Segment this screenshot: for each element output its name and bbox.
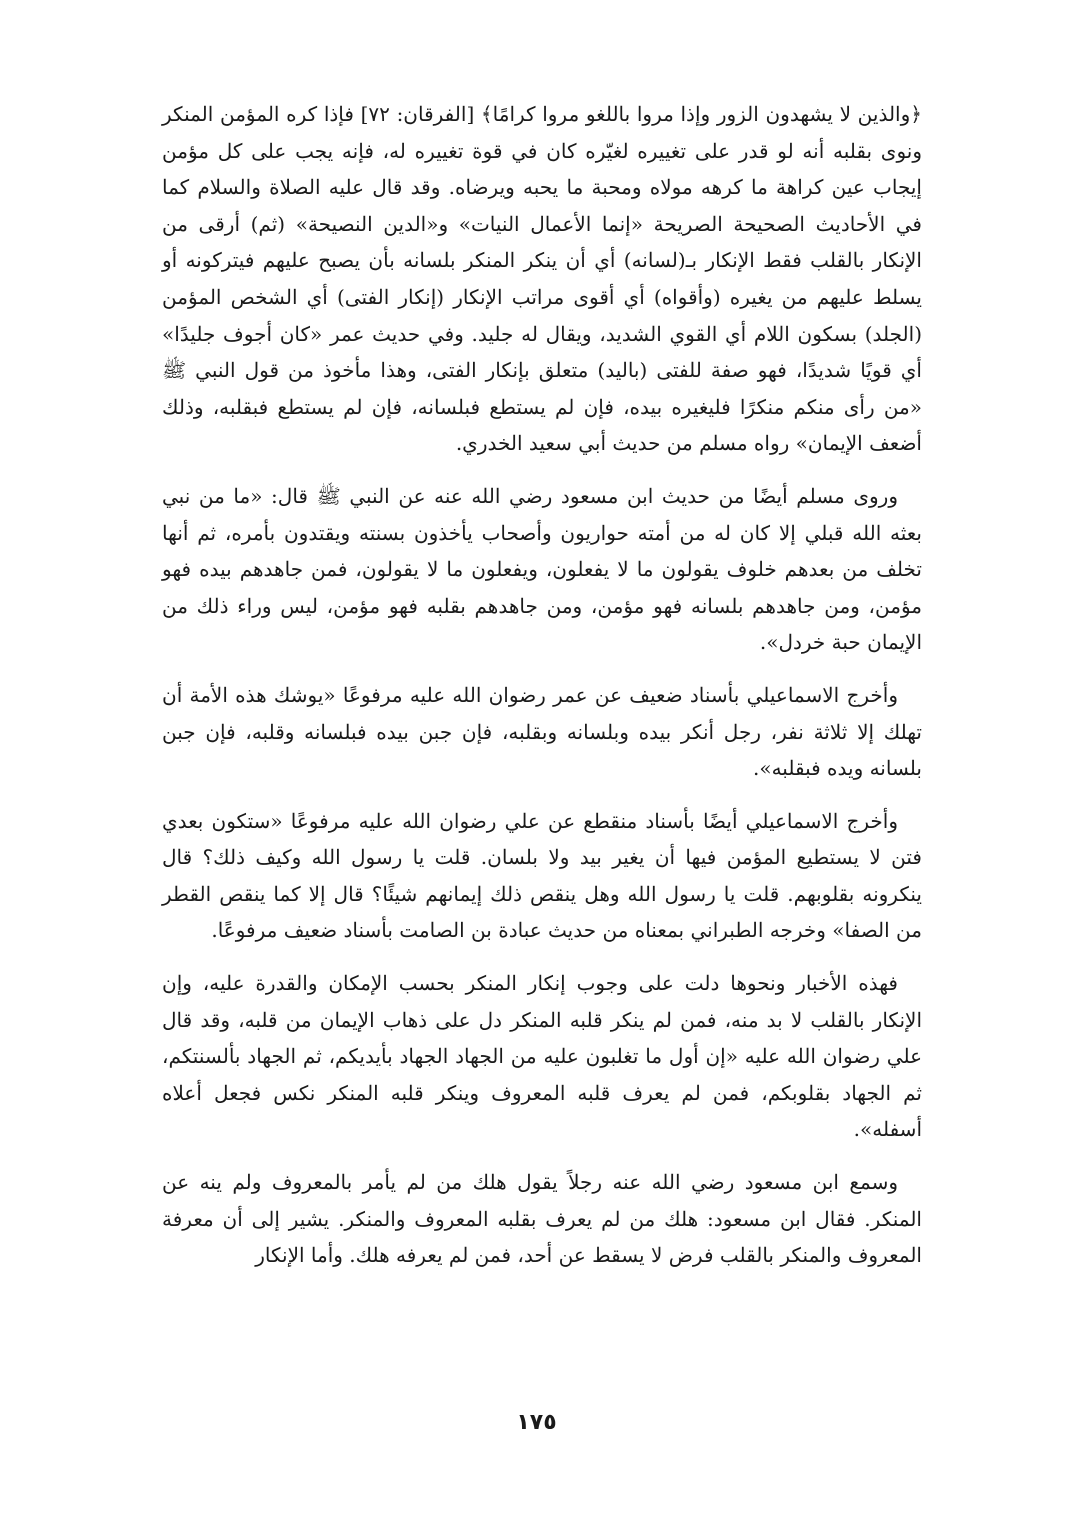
paragraph-3: وأخرج الاسماعيلي بأسناد ضعيف عن عمر رضوان الله عليه مرفوعًا «يوشك هذه الأمة أن تهلك إلا ثلاثة نفر، رجل أنكر بيده وبلسانه وبقلبه، فإن جبن بيده فبلسانه وقلبه، فإن جبن بلسانه ويده فبقلبه».: [162, 682, 922, 781]
paragraph-4: وأخرج الاسماعيلي أيضًا بأسناد منقطع عن علي رضوان الله عليه مرفوعًا «ستكون بعدي فتن لا يستطيع المؤمن فيها أن يغير بيد ولا بلسان. قلت يا رسول الله وكيف ذلك؟ قال ينكرونه بقلوبهم. قلت يا رسول الله وهل ينقص ذلك إيمانهم شيئًا؟ قال إلا كما ينقص القطر من الصفا» وخرجه الطبراني بمعناه من حديث عبادة بن الصامت بأسناد ضعيف مرفوعًا.: [162, 808, 922, 943]
paragraph-1: ﴿والذين لا يشهدون الزور وإذا مروا باللغو مروا كرامًا﴾ [الفرقان: ٧٢] فإذا كره المؤمن المنكر ونوى بقلبه أنه لو قدر على تغييره لغيّره كان في قوة تغييره له، فإنه يجب على كل مؤمن إيجاب عين كراهة ما كرهه مولاه ومحبة ما يحبه ويرضاه. وقد قال عليه الصلاة والسلام كما في الأحاديث الصحيحة الصريحة «إنما الأعمال النيات» و«الدين النصيحة» (ثم) أرقى من الإنكار بالقلب فقط الإنكار بـ(لسانه) أي أن ينكر المنكر بلسانه بأن يصبح عليهم فيتركونه أو يسلط عليهم من يغيره (وأقواه) أي أقوى مراتب الإنكار (إنكار الفتى) أي الشخص المؤمن (الجلد) بسكون اللام أي القوي الشديد، ويقال له جليد. وفي حديث عمر «كان أجوف جليدًا» أي قويًا شديدًا، فهو صفة للفتى (باليد) متعلق بإنكار الفتى، وهذا مأخوذ من قول النبي ﷺ «من رأى منكم منكرًا فليغيره بيده، فإن لم يستطع فبلسانه، فإن لم يستطع فبقلبه، وذلك أضعف الإيمان» رواه مسلم من حديث أبي سعيد الخدري.: [162, 102, 922, 456]
paragraph-2: وروى مسلم أيضًا من حديث ابن مسعود رضي الله عنه عن النبي ﷺ قال: «ما من نبي بعثه الله قبلي إلا كان له من أمته حواريون وأصحاب يأخذون بسنته ويقتدون بأمره، ثم أنها تخلف من بعدهم خلوف يقولون ما لا يفعلون، ويفعلون ما لا يقولون، فمن جاهدهم بيده فهو مؤمن، ومن جاهدهم بلسانه فهو مؤمن، ومن جاهدهم بقلبه فهو مؤمن، ليس وراء ذلك من الإيمان حبة خردل».: [162, 483, 922, 655]
page-number: ١٧٥: [516, 1410, 557, 1435]
paragraph-5: فهذه الأخبار ونحوها دلت على وجوب إنكار المنكر بحسب الإمكان والقدرة عليه، وإن الإنكار بالقلب لا بد منه، فمن لم ينكر قلبه المنكر دل على ذهاب الإيمان من قلبه، وقد قال علي رضوان الله عليه «إن أول ما تغلبون عليه من الجهاد الجهاد بأيديكم، ثم الجهاد بألسنتكم، ثم الجهاد بقلوبكم، فمن لم يعرف قلبه المعروف وينكر قلبه المنكر نكس فجعل أعلاه أسفله».: [162, 971, 922, 1142]
body-text: [162, 96, 922, 1290]
paragraph-6: وسمع ابن مسعود رضي الله عنه رجلاً يقول هلك من لم يأمر بالمعروف ولم ينه عن المنكر. فقال ابن مسعود: هلك من لم يعرف بقلبه المعروف والمنكر. يشير إلى أن معرفة المعروف والمنكر بالقلب فرض لا يسقط عن أحد، فمن لم يعرفه هلك. وأما الإنكار: [162, 1170, 922, 1268]
